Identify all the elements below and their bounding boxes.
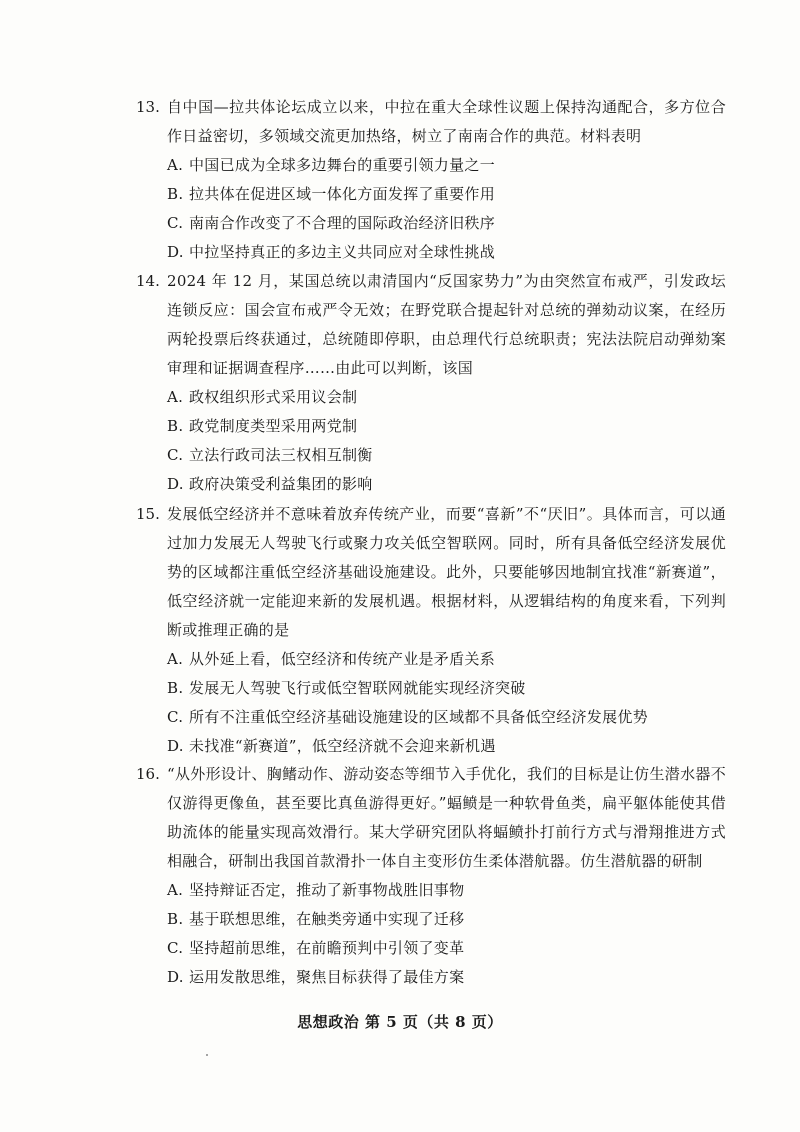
option-key: A. xyxy=(167,156,184,174)
option-text: 未找准“新赛道”，低空经济就不会迎来新机遇 xyxy=(189,737,496,755)
option-b xyxy=(167,674,726,703)
option-text: 中国已成为全球多边舞台的重要引领力量之一 xyxy=(189,156,496,174)
option-d xyxy=(167,238,726,267)
option-c xyxy=(167,703,726,732)
option-c xyxy=(167,209,726,238)
option-d xyxy=(167,470,726,499)
option-text: 政党制度类型采用两党制 xyxy=(189,417,358,435)
option-a xyxy=(167,876,726,905)
option-text: 基于联想思维，在触类旁通中实现了迁移 xyxy=(189,910,465,928)
page-footer: 思想政治 第 5 页（共 8 页） xyxy=(297,1013,503,1031)
option-b xyxy=(167,412,726,441)
question-stem: “从外形设计、胸鳍动作、游动姿态等细节入手优化，我们的目标是让仿生潜水器不仅游得更像鱼，甚至要比真鱼游得更好。”蝠鲼是一种软骨鱼类，扁平躯体能使其借助流体的能量实现高效滑行。某大学研究团队将蝠鲼扑打前行方式与滑翔推进方式相融合，研制出我国首款滑扑一体自主变形仿生柔体潜航器。仿生潜航器的研制 xyxy=(167,765,726,870)
option-key: B. xyxy=(167,417,184,435)
option-text: 发展无人驾驶飞行或低空智联网就能实现经济突破 xyxy=(189,679,526,697)
question-number: 13. xyxy=(136,98,160,116)
question-stem: 2024 年 12 月，某国总统以肃清国内“反国家势力”为由突然宣布戒严，引发政坛连锁反应：国会宣布戒严令无效；在野党联合提起针对总统的弹劾动议案，在经历两轮投票后终获通过，总统随即停职，由总理代行总统职责；宪法法院启动弹劾案审理和证据调查程序……由此可以判断，该国 xyxy=(167,272,726,377)
question-number: 15. xyxy=(136,505,160,523)
scan-speck xyxy=(206,1054,208,1056)
question-number: 16. xyxy=(136,765,160,783)
question-stem: 发展低空经济并不意味着放弃传统产业，而要“喜新”不“厌旧”。具体而言，可以通过加力发展无人驾驶飞行或聚力攻关低空智联网。同时，所有具备低空经济发展优势的区域都注重低空经济基础设施建设。此外，只要能够因地制宜找准“新赛道”，低空经济就一定能迎来新的发展机遇。根据材料，从逻辑结构的角度来看，下列判断或推理正确的是 xyxy=(167,505,726,639)
option-key: D. xyxy=(167,243,184,261)
option-key: B. xyxy=(167,679,184,697)
option-key: A. xyxy=(167,650,184,668)
option-text: 坚持超前思维，在前瞻预判中引领了变革 xyxy=(189,939,465,957)
option-key: C. xyxy=(167,708,184,726)
option-key: C. xyxy=(167,939,184,957)
option-key: A. xyxy=(167,881,184,899)
option-key: D. xyxy=(167,475,184,493)
question-number: 14. xyxy=(136,272,160,290)
option-d xyxy=(167,963,726,992)
option-text: 运用发散思维，聚焦目标获得了最佳方案 xyxy=(189,968,465,986)
option-b xyxy=(167,905,726,934)
option-key: D. xyxy=(167,968,184,986)
option-key: D. xyxy=(167,737,184,755)
option-a xyxy=(167,383,726,412)
option-b xyxy=(167,180,726,209)
option-text: 所有不注重低空经济基础设施建设的区域都不具备低空经济发展优势 xyxy=(189,708,649,726)
option-key: B. xyxy=(167,910,184,928)
option-d xyxy=(167,732,726,761)
option-key: C. xyxy=(167,446,184,464)
option-a xyxy=(167,151,726,180)
option-text: 立法行政司法三权相互制衡 xyxy=(189,446,373,464)
option-key: C. xyxy=(167,214,184,232)
question-13 xyxy=(136,93,726,267)
option-text: 南南合作改变了不合理的国际政治经济旧秩序 xyxy=(189,214,496,232)
option-text: 中拉坚持真正的多边主义共同应对全球性挑战 xyxy=(189,243,496,261)
option-text: 拉共体在促进区域一体化方面发挥了重要作用 xyxy=(189,185,496,203)
question-15 xyxy=(136,500,726,761)
option-c xyxy=(167,934,726,963)
option-a xyxy=(167,645,726,674)
option-text: 坚持辩证否定，推动了新事物战胜旧事物 xyxy=(189,881,465,899)
option-key: B. xyxy=(167,185,184,203)
question-16 xyxy=(136,760,726,992)
question-14 xyxy=(136,267,726,499)
question-stem: 自中国—拉共体论坛成立以来，中拉在重大全球性议题上保持沟通配合，多方位合作日益密切，多领域交流更加热络，树立了南南合作的典范。材料表明 xyxy=(167,98,726,145)
option-text: 政权组织形式采用议会制 xyxy=(189,388,358,406)
option-text: 政府决策受利益集团的影响 xyxy=(189,475,373,493)
option-key: A. xyxy=(167,388,184,406)
option-text: 从外延上看，低空经济和传统产业是矛盾关系 xyxy=(189,650,496,668)
option-c xyxy=(167,441,726,470)
